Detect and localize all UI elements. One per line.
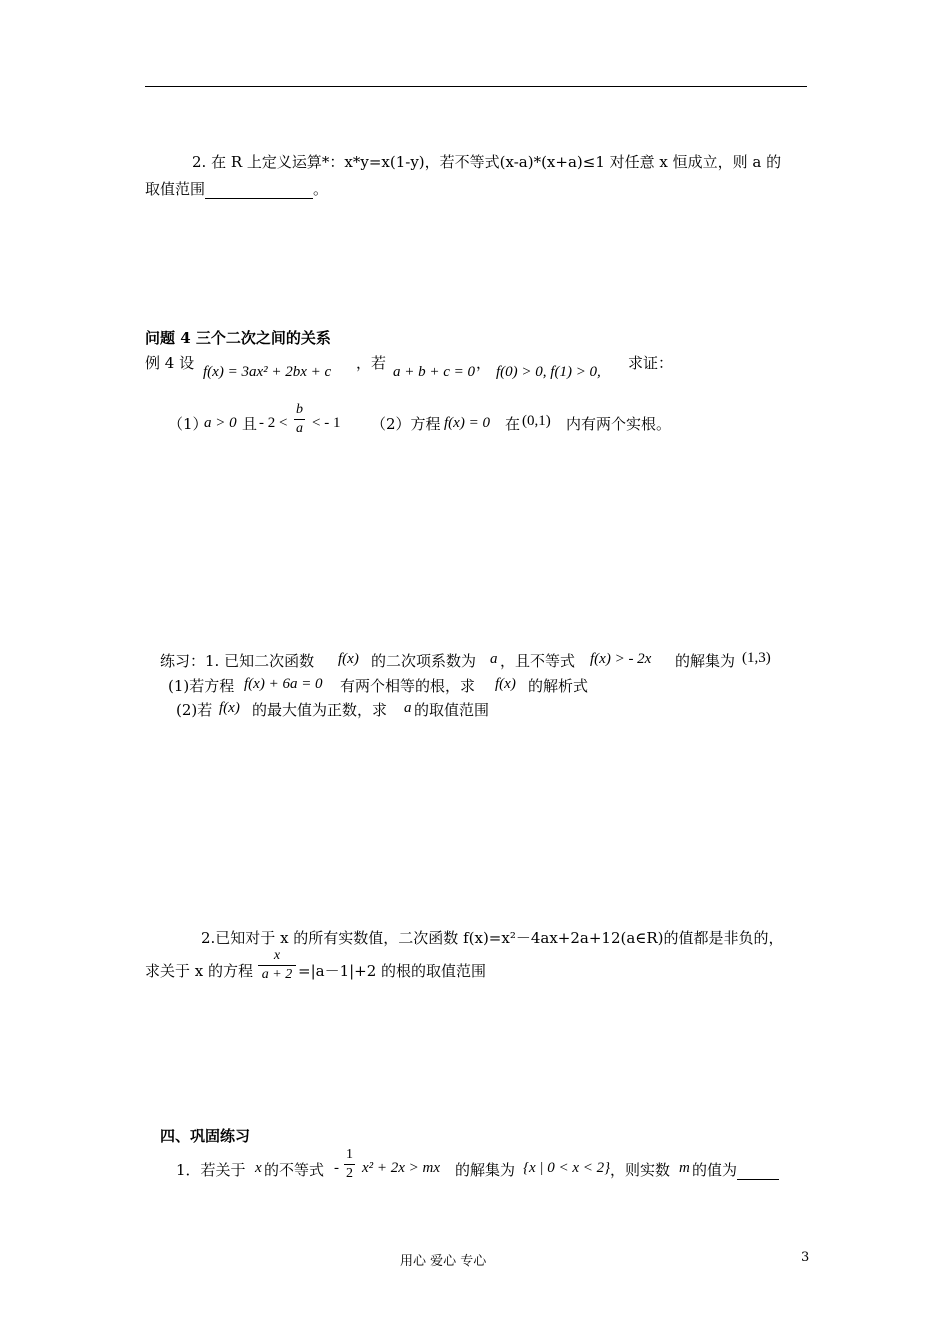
b-over-a-fraction [294, 401, 305, 438]
exercise-1-q2-a: a [404, 700, 412, 716]
ruo-text: ，若 [356, 354, 387, 372]
exercise-1-fx: f(x) [338, 651, 359, 667]
exercise-1-q1-equation: f(x) + 6a = 0 [244, 676, 323, 692]
solution-set: {x | 0 < x < 2} [523, 1160, 611, 1176]
exercise-1-q2-fx: f(x) [219, 700, 240, 716]
part-2-end: 内有两个实根。 [566, 415, 672, 433]
consolidation-q1-inequality: x² + 2x > mx [362, 1160, 441, 1176]
fraction-denominator-a-plus-2: a + 2 [261, 967, 293, 982]
consolidation-q1-end [692, 1159, 779, 1180]
consolidation-q1-start: 1．若关于 [176, 1161, 246, 1179]
condition-2: f(0) > 0, f(1) > 0, [496, 364, 601, 380]
part-1-left: - 2 < [259, 415, 288, 431]
part-2-interval: (0,1) [522, 413, 551, 429]
consolidation-q1-m: m [679, 1160, 690, 1176]
comma: ， [476, 354, 492, 372]
exercise-1-text-3: 的解集为 [675, 652, 736, 670]
consolidation-title: 四、巩固练习 [160, 1127, 251, 1145]
part-2-equation: f(x) = 0 [444, 415, 490, 431]
part-1-a-positive: a > 0 [204, 415, 237, 431]
exercise-1-q2-text: 的最大值为正数，求 [252, 701, 388, 719]
part-1-and: 且 [242, 415, 258, 433]
exercise-1-inequality: f(x) > - 2x [590, 651, 652, 667]
exercise-1-q1-text: 有两个相等的根，求 [340, 677, 476, 695]
exercise-1-label: 练习：1. 已知二次函数 [160, 652, 315, 670]
problem-2-line-1: 2. 在 R 上定义运算*：x*y=x(1-y)，若不等式(x-a)*(x+a)≤1 对任意 x 恒成立，则 a 的 [192, 153, 782, 171]
problem-2-end: 。 [313, 180, 329, 198]
consolidation-q1-solution-text: 的解集为 [455, 1161, 516, 1179]
consolidation-q1-text: 的不等式 [264, 1161, 325, 1179]
exercise-1-interval: (1,3) [742, 650, 771, 666]
minus-sign: - [334, 1160, 339, 1176]
exercise-1-a: a [490, 651, 498, 667]
x-over-a-plus-2-fraction [258, 947, 296, 984]
part-1-label: （1） [168, 415, 208, 433]
part-2-in: 在 [505, 415, 521, 433]
answer-blank [205, 180, 313, 199]
consolidation-q1-x: x [255, 1160, 262, 1176]
page-number: 3 [801, 1250, 810, 1265]
exercise-2-line-2-end: =|a－1|+2 的根的取值范围 [298, 962, 487, 980]
example-4-label: 例 4 设 [145, 354, 195, 372]
fx-definition: f(x) = 3ax² + 2bx + c [203, 364, 332, 380]
footer-motto: 用心 爱心 专心 [400, 1254, 487, 1269]
problem-2-text: 取值范围 [145, 180, 206, 198]
exercise-1-q1-label: (1)若方程 [168, 677, 235, 695]
prove-text: 求证： [628, 354, 674, 372]
answer-blank-2 [737, 1161, 779, 1180]
fraction-numerator: b [294, 401, 305, 420]
consolidation-q1-real: ，则实数 [610, 1161, 671, 1179]
exercise-1-q2-end: 的取值范围 [414, 701, 490, 719]
exercise-1-text-2: ，且不等式 [500, 652, 576, 670]
exercise-1-q2-label: (2)若 [176, 701, 213, 719]
one-half-fraction [344, 1146, 355, 1183]
fraction-denominator: a [296, 421, 303, 436]
exercise-2-line-2-start: 求关于 x 的方程 [145, 962, 253, 980]
exercise-1-q1-fx: f(x) [495, 676, 516, 692]
exercise-1-text-1: 的二次项系数为 [371, 652, 477, 670]
problem-2-line-2 [145, 178, 328, 199]
exercise-2-line-1: 2.已知对于 x 的所有实数值，二次函数 f(x)=x²－4ax+2a+12(a∈R)的值都是非负的， [201, 929, 784, 947]
section-4-title: 问题 4 三个二次之间的关系 [145, 329, 331, 347]
consolidation-q1-value-text: 的值为 [692, 1161, 738, 1179]
one-half-numerator: 1 [344, 1146, 355, 1165]
fraction-numerator-x: x [258, 947, 296, 966]
part-1-right: < - 1 [312, 415, 341, 431]
one-half-denominator: 2 [346, 1166, 353, 1181]
condition-1: a + b + c = 0 [393, 364, 476, 380]
part-2-label: （2）方程 [371, 415, 441, 433]
exercise-1-q1-end: 的解析式 [528, 677, 589, 695]
header-rule [145, 86, 807, 87]
